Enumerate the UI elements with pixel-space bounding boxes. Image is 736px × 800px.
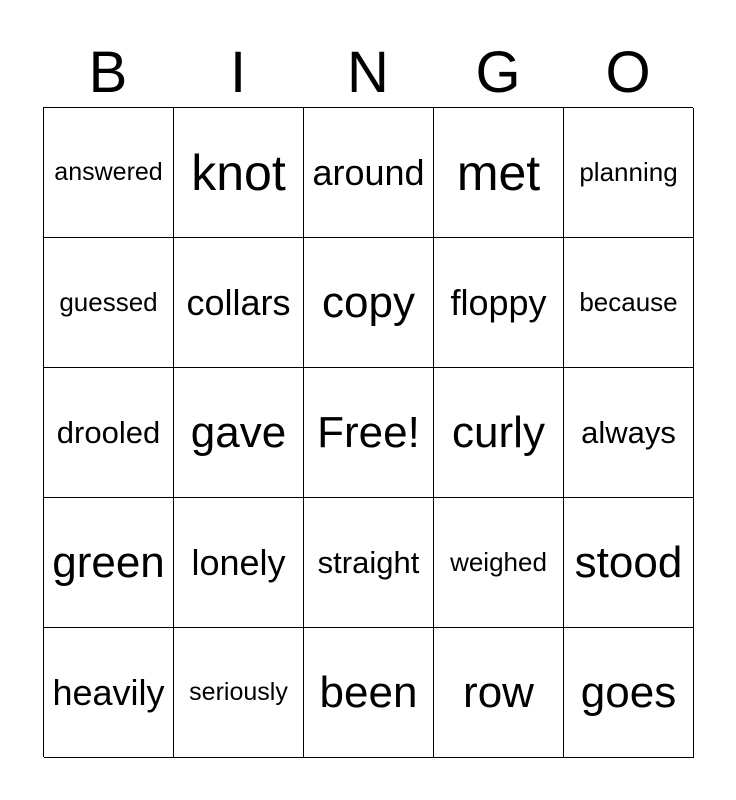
bingo-cell: lonely xyxy=(174,498,304,628)
bingo-cell: planning xyxy=(564,108,694,238)
bingo-cell: met xyxy=(434,108,564,238)
bingo-cell: heavily xyxy=(44,628,174,758)
bingo-cell: row xyxy=(434,628,564,758)
bingo-cell: answered xyxy=(44,108,174,238)
bingo-cell: guessed xyxy=(44,238,174,368)
bingo-cell: because xyxy=(564,238,694,368)
bingo-cell: weighed xyxy=(434,498,564,628)
header-letter-n: N xyxy=(347,40,389,105)
bingo-cell: gave xyxy=(174,368,304,498)
bingo-cell: knot xyxy=(174,108,304,238)
bingo-cell: straight xyxy=(304,498,434,628)
header-letter-o: O xyxy=(605,40,651,105)
bingo-cell: seriously xyxy=(174,628,304,758)
bingo-cell: drooled xyxy=(44,368,174,498)
bingo-board xyxy=(43,107,693,757)
bingo-cell: goes xyxy=(564,628,694,758)
bingo-cell: green xyxy=(44,498,174,628)
bingo-cell: curly xyxy=(434,368,564,498)
bingo-cell: floppy xyxy=(434,238,564,368)
bingo-cell: copy xyxy=(304,238,434,368)
header-letter-b: B xyxy=(88,40,128,105)
bingo-cell: been xyxy=(304,628,434,758)
header-letter-i: I xyxy=(229,40,247,105)
header-letter-g: G xyxy=(475,40,521,105)
bingo-cell: around xyxy=(304,108,434,238)
bingo-cell-free: Free! xyxy=(304,368,434,498)
bingo-header xyxy=(43,38,693,108)
bingo-cell: stood xyxy=(564,498,694,628)
bingo-cell: collars xyxy=(174,238,304,368)
bingo-cell: always xyxy=(564,368,694,498)
